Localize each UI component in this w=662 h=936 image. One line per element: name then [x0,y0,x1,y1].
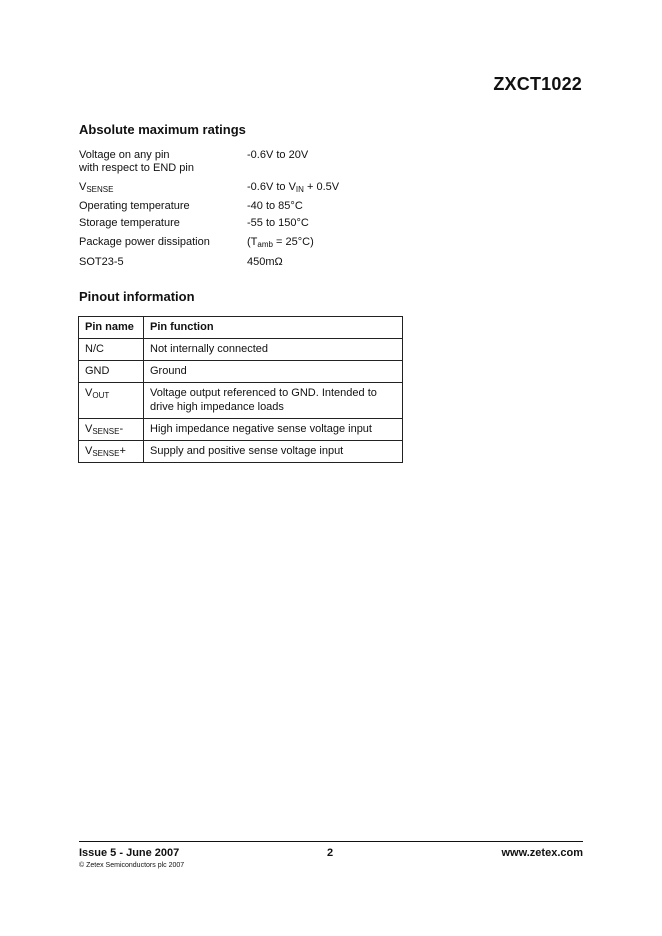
document-title: ZXCT1022 [493,74,582,94]
pin-name: GND [79,361,144,383]
column-header: Pin name [79,317,144,339]
pin-function: Not internally connected [144,339,403,361]
pin-function: Supply and positive sense voltage input [144,441,403,463]
pin-function: Ground [144,361,403,383]
rating-value: -0.6V to $V_{IN} + 0.5V$ [247,181,340,194]
pin-name: $V_{SENSE}+$ [79,441,144,463]
rating-value: $(T_{amb} = 25^\circ C)$ [247,236,314,249]
rating-param: Storage temperature [79,217,180,229]
rating-param: Package power dissipation [79,236,210,248]
rating-param [79,149,244,175]
footer-issue: Issue 5 - June 2007 [79,847,180,859]
footer-divider [79,841,583,842]
table-row [79,441,403,463]
ratings-heading: Absolute maximum ratings [79,122,246,137]
copyright-notice: © Zetex Semiconductors plc 2007 [79,862,185,869]
rating-param: SOT23-5 [79,256,124,268]
pin-name: $V_{SENSE}-$ [79,419,144,441]
rating-param: $V_{SENSE}$ [79,181,114,194]
footer-url: www.zetex.com [501,847,583,859]
table-header-row [79,317,403,339]
page-number: 2 [327,847,334,859]
table-row [79,339,403,361]
rating-param: Operating temperature [79,200,190,212]
pin-function: Voltage output referenced to GND. Intended to drive high impedance loads [144,383,403,419]
table-row [79,419,403,441]
pin-name: $V_{OUT}$ [79,383,144,419]
pinout-heading: Pinout information [79,289,195,304]
rating-value: 450mΩ [247,256,283,268]
table-row [79,361,403,383]
column-header: Pin function [144,317,403,339]
table-row [79,383,403,419]
rating-param-line: Voltage on any pin [79,149,170,161]
pinout-table [78,316,403,463]
rating-value: -55 to 150°C [247,217,309,229]
pin-name: N/C [79,339,144,361]
rating-param-line: with respect to END pin [79,162,194,174]
rating-value: -40 to 85°C [247,200,303,212]
pin-function: High impedance negative sense voltage input [144,419,403,441]
rating-value: -0.6V to 20V [247,149,309,161]
